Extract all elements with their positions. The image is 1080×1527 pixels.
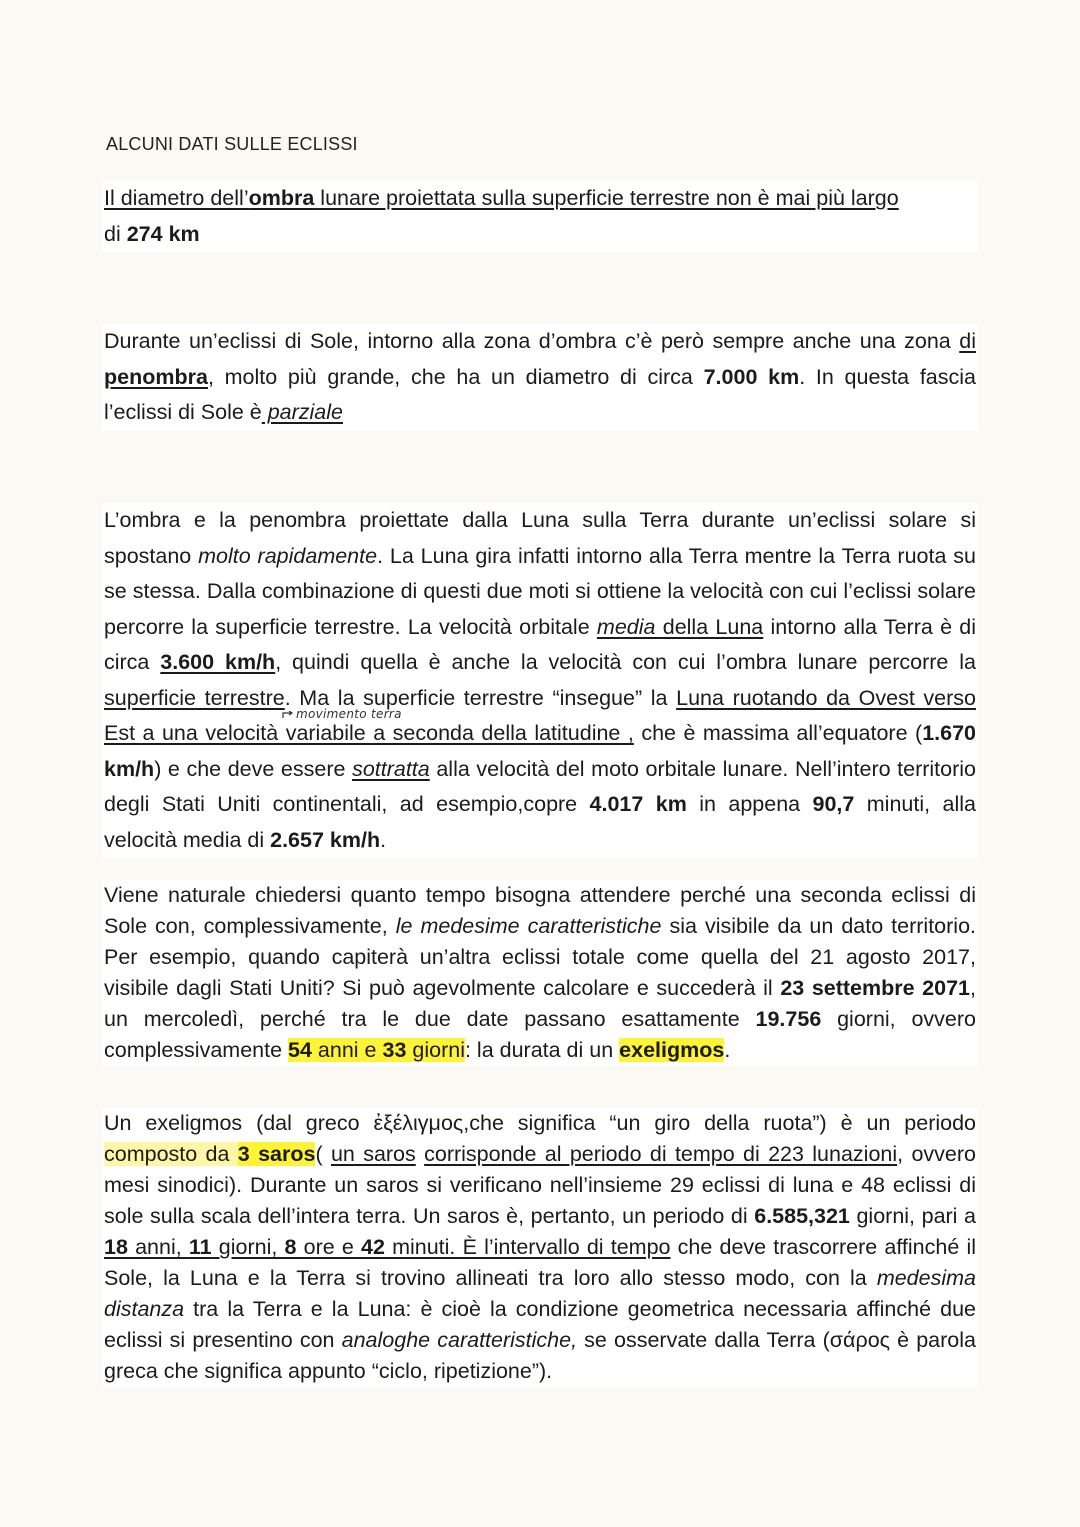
- bold-ombra: ombra: [248, 186, 315, 210]
- highlight-duration: 54 anni e 33 giorni: [288, 1038, 465, 1062]
- paragraph-shadow-diameter: Il diametro dell’ombra lunare proiettata sulla superficie terrestre non è mai più largo di 274 km: [102, 181, 978, 252]
- italic-parziale: parziale: [261, 400, 343, 424]
- handwritten-note: movimento terra: [282, 707, 402, 721]
- bold-7000km: 7.000 km: [703, 364, 800, 389]
- highlight-exeligmos: exeligmos: [619, 1038, 725, 1062]
- bold-274km: 274 km: [126, 221, 200, 246]
- highlight-saros: composto da 3 saros: [104, 1142, 316, 1166]
- paragraph-penumbra: Durante un’eclissi di Sole, intorno alla zona d’ombra c’è però sempre anche una zona di penombra, molto più grande, che ha un diametro di circa 7.000 km. In questa fascia l’eclissi di Sole è parziale: [102, 324, 978, 431]
- paragraph-exeligmos-question: Viene naturale chiedersi quanto tempo bisogna attendere perché una seconda eclissi di Sole con, complessivamente, le medesime caratteristiche sia visibile da un dato territorio. Per esempio, quando capiterà un’altra eclissi totale come quella del 21 agosto 2017, visibile dagli Stati Uniti? Si può agevolmente calcolare e succederà il 23 settembre 2071, un mercoledì, perché tra le due date passano esattamente 19.756 giorni, ovvero complessivamente 54 anni e 33 giorni: la durata di un exeligmos.: [102, 880, 978, 1066]
- underlined-duration: 18 anni, 11 giorni, 8 ore e 42 minuti.: [104, 1235, 456, 1259]
- bold-3600kmh: 3.600 km/h: [160, 650, 276, 674]
- underlined-text: Il diametro dell’ombra lunare proiettata sulla superficie terrestre non è mai più largo: [104, 186, 899, 210]
- arrow-icon: [282, 711, 294, 719]
- paragraph-speed: L’ombra e la penombra proiettate dalla Luna sulla Terra durante un’eclissi solare si spostano molto rapidamente. La Luna gira infatti intorno alla Terra mentre la Terra ruota su se stessa. Dalla combinazione di questi due moti si ottiene la velocità con cui l’eclissi solare percorre la superficie terrestre. La velocità orbitale media della Luna intorno alla Terra è di circa 3.600 km/h, quindi quella è anche la velocità con cui l’ombra lunare percorre la superficie terrestre. Ma la superficie terrestre “insegue” la Luna ruotando da Ovest verso Est a una velocità variabile a seconda della latitudine , che è massima all’equatore (1.670 km/h) e che deve essere sottratta alla velocità del moto orbitale lunare. Nell’intero territorio degli Stati Uniti continentali, ad esempio,copre 4.017 km in appena 90,7 minuti, alla velocità media di 2.657 km/h.: [102, 503, 978, 858]
- underlined-di-penombra: di penombra: [104, 329, 976, 389]
- paragraph-saros: Un exeligmos (dal greco ἐξέλιγμος,che significa “un giro della ruota”) è un periodo composto da 3 saros( un saros corrisponde al periodo di tempo di 223 lunazioni, ovvero mesi sinodici). Durante un saros si verificano nell’insieme 29 eclissi di luna e 48 eclissi di sole sulla scala dell’intera terra. Un saros è, pertanto, un periodo di 6.585,321 giorni, pari a 18 anni, 11 giorni, 8 ore e 42 minuti. È l’intervallo di tempo che deve trascorrere affinché il Sole, la Luna e la Terra si trovino allineati tra loro allo stesso modo, con la medesima distanza tra la Terra e la Luna: è cioè la condizione geometrica necessaria affinché due eclissi si presentino con analoghe caratteristiche, se osservate dalla Terra (σάρος è parola greca che significa appunto “ciclo, ripetizione”).: [102, 1108, 978, 1387]
- page-title: ALCUNI DATI SULLE ECLISSI: [106, 134, 358, 154]
